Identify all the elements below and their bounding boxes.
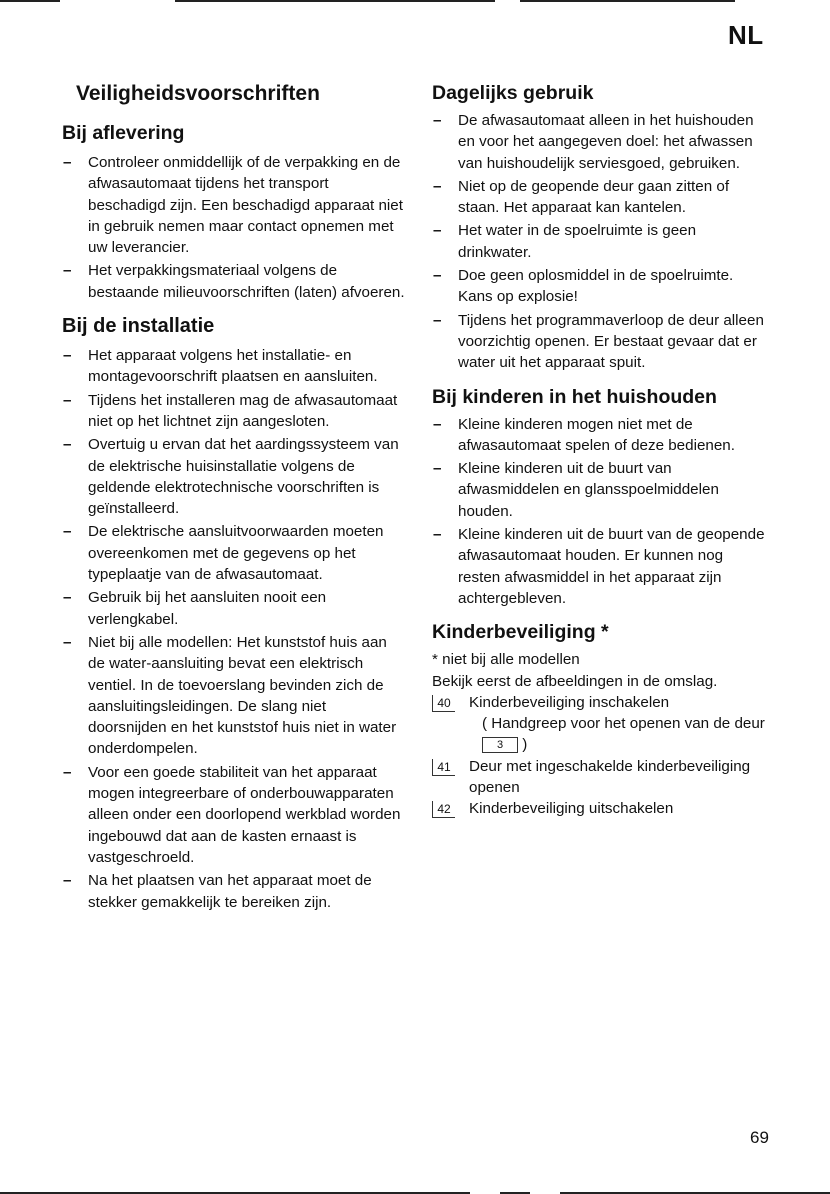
page-number: 69	[750, 1128, 769, 1147]
list-item: – Kleine kinderen uit de buurt van afwasmiddelen en glansspoelmiddelen houden.	[433, 460, 719, 520]
figure-number: 42	[432, 801, 455, 818]
figure-ref-40	[432, 692, 767, 713]
list-item: – De afwasautomaat alleen in het huishouden en voor het aangegeven doel: het afwassen van huishoudelijk serviesgoed, gebruiken.	[433, 112, 754, 172]
figure-number-inline: 3	[482, 737, 518, 753]
section-heading: Bij de installatie	[62, 315, 215, 338]
list-item: – Het water in de spoelruimte is geen drinkwater.	[433, 222, 697, 261]
list	[62, 152, 407, 303]
figure-subcaption: ( Handgreep voor het openen van de deur 3 )	[482, 715, 765, 754]
list	[432, 414, 767, 610]
right-column	[432, 80, 767, 820]
list-item: – Het apparaat volgens het installatie- en montagevoorschrift plaatsen en aansluiten.	[63, 347, 378, 386]
figure-ref-41	[432, 756, 767, 799]
list-item: – Het verpakkingsmateriaal volgens de bestaande milieuvoorschriften (laten) afvoeren.	[63, 262, 405, 301]
list-item: – Niet op de geopende deur gaan zitten of staan. Het apparaat kan kantelen.	[433, 177, 730, 217]
intro-text: Bekijk eerst de afbeeldingen in de omslag.	[432, 672, 718, 690]
list-item: – Doe geen oplosmiddel in de spoelruimte. Kans op explosie!	[433, 267, 734, 306]
section-heading: Bij kinderen in het huishouden	[432, 385, 717, 408]
figure-caption: Kinderbeveiliging inschakelen	[469, 693, 670, 711]
list-item: – Tijdens het installeren mag de afwasautomaat niet op het lichtnet zijn aangesloten.	[63, 391, 398, 430]
left-column	[62, 80, 407, 923]
section-heading: Dagelijks gebruik	[432, 82, 594, 104]
figure-caption: Deur met ingeschakelde kinderbeveiliging openen	[469, 757, 751, 797]
top-rule	[0, 0, 60, 2]
figure-number: 41	[432, 759, 455, 776]
list-item: – Niet bij alle modellen: Het kunststof huis aan de water-aansluiting bevat een elektrisch ventiel. In de toevoerslang bevinden zich de aansluitingsleidingen. De slang niet doorsnijden en het kunststof huis niet in water onderdompelen.	[63, 633, 397, 758]
figure-caption: Kinderbeveiliging uitschakelen	[469, 800, 674, 818]
top-rule	[175, 0, 495, 2]
list-item: – Overtuig u ervan dat het aardingssysteem van de elektrische huisinstallatie volgens de geldende elektrotechnische voorschriften is geïnstalleerd.	[63, 436, 399, 518]
list-item: – Gebruik bij het aansluiten nooit een verlengkabel.	[63, 589, 327, 628]
list-item: – Na het plaatsen van het apparaat moet de stekker gemakkelijk te bereiken zijn.	[63, 872, 372, 911]
section-heading: Bij aflevering	[62, 122, 185, 144]
language-code: NL	[728, 20, 764, 50]
page-title: Veiligheidsvoorschriften	[76, 82, 320, 105]
list	[62, 345, 407, 913]
list-item: – De elektrische aansluitvoorwaarden moeten overeenkomen met de gegevens op het typeplaatje van de afwasautomaat.	[63, 523, 384, 584]
top-rule	[520, 0, 735, 2]
section-heading: Kinderbeveiliging *	[432, 621, 609, 644]
list	[432, 110, 767, 374]
figure-ref-42	[432, 798, 767, 819]
list-item: – Tijdens het programmaverloop de deur alleen voorzichtig openen. Er bestaat gevaar dat er water uit het apparaat spuit.	[433, 311, 764, 372]
list-item: – Kleine kinderen uit de buurt van de geopende afwasautomaat houden. Er kunnen nog resten afwasmiddel in het apparaat zijn achtergebleven.	[433, 526, 765, 607]
figure-number: 40	[432, 695, 455, 712]
list-item: – Controleer onmiddellijk of de verpakking en de afwasautomaat tijdens het transport beschadigd zijn. Een beschadigd apparaat niet in gebruik nemen maar contact opnemen met uw leverancier.	[63, 154, 403, 257]
list-item: – Voor een goede stabiliteit van het apparaat mogen integreerbare of onderbouwapparaten alleen onder een doorlopend werkblad worden ingebouwd dat aan de kasten ernaast is vastgeschroeld.	[63, 763, 401, 866]
footnote: * niet bij alle modellen	[432, 651, 580, 669]
list-item: – Kleine kinderen mogen niet met de afwasautomaat spelen of deze bedienen.	[433, 415, 735, 454]
